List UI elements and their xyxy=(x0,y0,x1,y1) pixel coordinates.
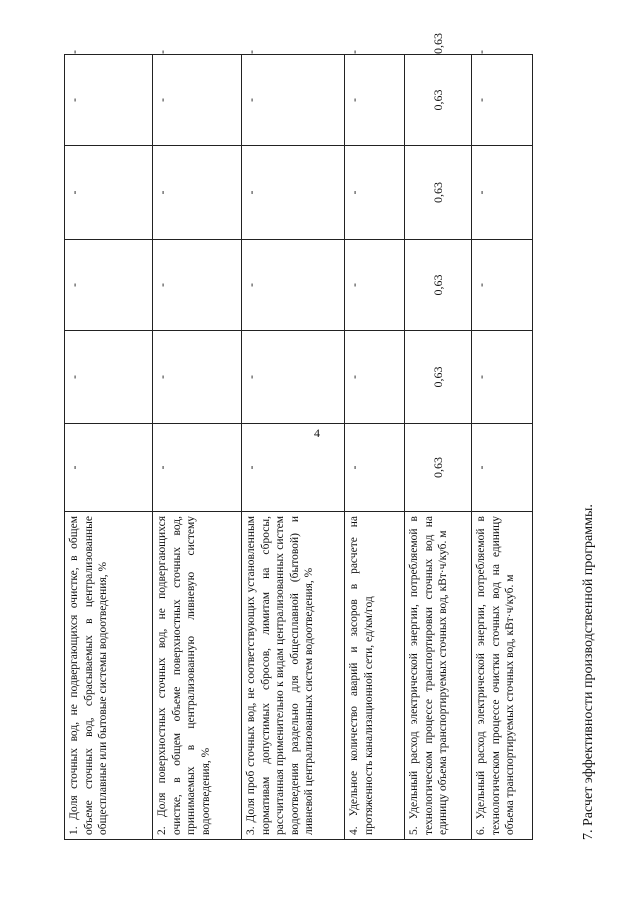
indicator-value: - xyxy=(153,146,242,240)
indicator-value: - xyxy=(345,55,405,146)
indicator-value: 0,63 xyxy=(405,424,472,512)
indicator-value: - xyxy=(472,146,533,240)
indicator-value: - xyxy=(345,331,405,424)
indicator-label: 5. Удельный расход электрической энергии, потребляемой в технологическом процессе транспортировки сточных вод на единицу объема транспортируемых сточных вод, кВт·ч/куб. м xyxy=(405,512,472,840)
indicator-value: - xyxy=(345,424,405,512)
section-heading: 7. Расчет эффективности производственной программы. xyxy=(581,504,596,840)
indicator-value: - xyxy=(242,55,345,146)
indicator-value: - xyxy=(65,240,153,331)
indicator-value: - xyxy=(345,146,405,240)
indicator-value: - xyxy=(242,424,345,512)
indicator-label: 6. Удельный расход электрической энергии, потребляемой в технологическом процессе очистки сточных вод на единицу объема транспортируемых сточных вод, кВт·ч/куб. м xyxy=(472,512,533,840)
table-row: 5. Удельный расход электрической энергии, потребляемой в технологическом процессе транспортировки сточных вод на единицу объема транспортируемых сточных вод, кВт·ч/куб. м 0,63 0,63 0,63 0,63 0,63 0,63 xyxy=(405,55,472,840)
indicator-label: 1. Доля сточных вод, не подвергающихся очистке, в общем объеме сточных вод, сбрасываемых в централизованные общесплавные или бытовые системы водоотведения, % xyxy=(65,512,153,840)
indicator-label: 3. Доля проб сточных вод, не соответствующих установленным нормативам допустимых сбросов, лимитам на сбросы, рассчитанная применительно к видам централизованных систем водоотведения раздельно для общесплавной (бытовой) и ливневой централизованных систем водоотведения, % xyxy=(242,512,345,840)
table-row: 3. Доля проб сточных вод, не соответствующих установленным нормативам допустимых сбросов, лимитам на сбросы, рассчитанная применительно к видам централизованных систем водоотведения раздельно для общесплавной (бытовой) и ливневой централизованных систем водоотведения, % - - - - - - xyxy=(242,55,345,840)
indicator-value: 0,63 xyxy=(405,331,472,424)
indicator-value: - xyxy=(65,424,153,512)
indicator-value: - xyxy=(472,55,533,146)
indicator-value: - xyxy=(472,240,533,331)
table-row: 2. Доля поверхностных сточных вод, не подвергающихся очистке, в общем объеме поверхностных сточных вод, принимаемых в централизованную ливневую систему водоотведения, % - - - - - - xyxy=(153,55,242,840)
indicator-value: - xyxy=(65,146,153,240)
indicator-label: 4. Удельное количество аварий и засоров в расчете на протяженность канализационной сети, ед/км/год xyxy=(345,512,405,840)
indicators-table xyxy=(64,33,533,840)
indicator-value: - xyxy=(472,331,533,424)
indicator-value: - xyxy=(472,424,533,512)
indicator-value: - xyxy=(242,331,345,424)
indicator-value: - xyxy=(65,55,153,146)
table-row: 4. Удельное количество аварий и засоров в расчете на протяженность канализационной сети, ед/км/год - - - - - - xyxy=(345,55,405,840)
indicator-value: - xyxy=(153,424,242,512)
indicator-value: - xyxy=(242,146,345,240)
indicator-value: - xyxy=(153,55,242,146)
indicator-value: 0,63 xyxy=(405,240,472,331)
rotated-page-content xyxy=(64,33,610,840)
indicator-value: 0,63 xyxy=(405,55,472,146)
indicator-value: - xyxy=(242,240,345,331)
indicator-value: - xyxy=(153,240,242,331)
indicator-value: - xyxy=(65,331,153,424)
indicator-value: 0,63 xyxy=(405,146,472,240)
table-row: 1. Доля сточных вод, не подвергающихся очистке, в общем объеме сточных вод, сбрасываемых в централизованные общесплавные или бытовые системы водоотведения, % - - - - - - xyxy=(65,55,153,840)
page-number: 4 xyxy=(314,426,320,440)
table-row: 6. Удельный расход электрической энергии, потребляемой в технологическом процессе очистки сточных вод на единицу объема транспортируемых сточных вод, кВт·ч/куб. м - - - - - - xyxy=(472,55,533,840)
indicator-value: - xyxy=(345,240,405,331)
indicator-value: - xyxy=(153,331,242,424)
indicator-label: 2. Доля поверхностных сточных вод, не подвергающихся очистке, в общем объеме поверхностных сточных вод, принимаемых в централизованную ливневую систему водоотведения, % xyxy=(153,512,242,840)
